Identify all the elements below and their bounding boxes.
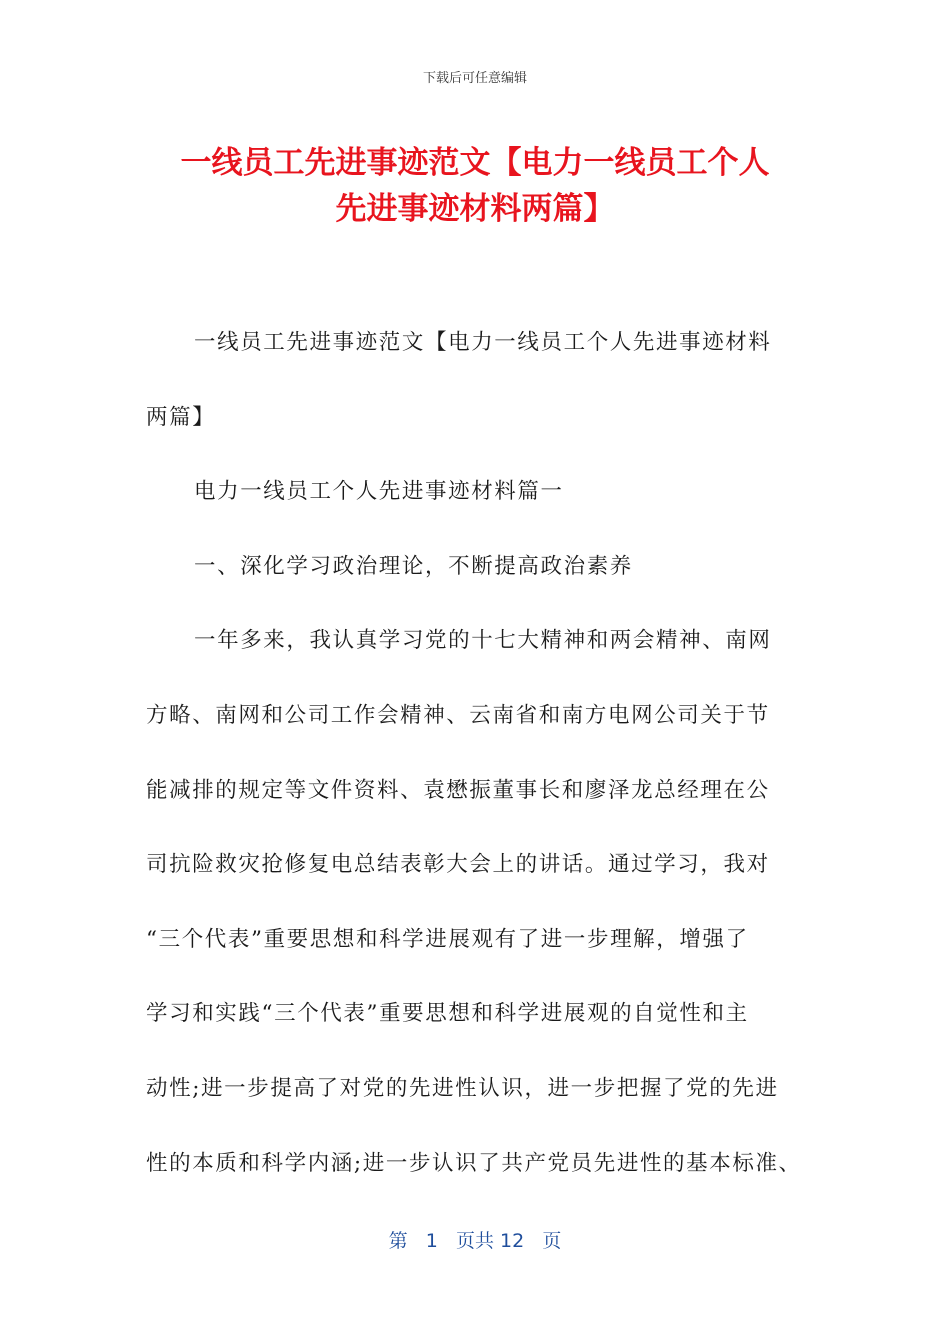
document-title xyxy=(120,140,830,232)
paragraph-line: 一线员工先进事迹范文【电力一线员工个人先进事迹材料 xyxy=(194,330,772,355)
paragraph-line: 动性;进一步提高了对党的先进性认识，进一步把握了党的先进 xyxy=(146,1075,779,1101)
paragraph-line: 学习和实践“三个代表”重要思想和科学进展观的自觉性和主 xyxy=(146,1001,749,1027)
document-title-line-2: 先进事迹材料两篇】 xyxy=(335,191,615,227)
paragraph-line: 方略、南网和公司工作会精神、云南省和南方电网公司关于节 xyxy=(146,702,770,728)
footer-label-di: 第 xyxy=(388,1230,408,1252)
footer-label-ye: 页 xyxy=(542,1230,562,1252)
footer-page-total: 12 xyxy=(500,1230,525,1252)
paragraph-line: 两篇】 xyxy=(146,404,216,430)
subsection-heading: 一、深化学习政治理论，不断提高政治素养 xyxy=(194,553,633,579)
paragraph-line: 司抗险救灾抢修复电总结表彰大会上的讲话。通过学习，我对 xyxy=(146,852,770,878)
footer-label-ye-gong: 页共 xyxy=(455,1230,494,1252)
section-heading: 电力一线员工个人先进事迹材料篇一 xyxy=(194,479,564,505)
header-note: 下载后可任意编辑 xyxy=(422,71,527,86)
footer-page-current: 1 xyxy=(425,1230,438,1252)
paragraph-line: 能减排的规定等文件资料、袁懋振董事长和廖泽龙总经理在公 xyxy=(146,777,770,803)
paragraph-line: 一年多来，我认真学习党的十七大精神和两会精神、南网 xyxy=(194,628,772,654)
document-body xyxy=(146,306,816,1201)
page-footer xyxy=(0,1226,950,1253)
paragraph-line: “三个代表”重要思想和科学进展观有了进一步理解，增强了 xyxy=(146,926,749,952)
document-title-line-1: 一线员工先进事迹范文【电力一线员工个人 xyxy=(180,145,770,181)
paragraph-line: 性的本质和科学内涵;进一步认识了共产党员先进性的基本标准、 xyxy=(146,1150,802,1176)
